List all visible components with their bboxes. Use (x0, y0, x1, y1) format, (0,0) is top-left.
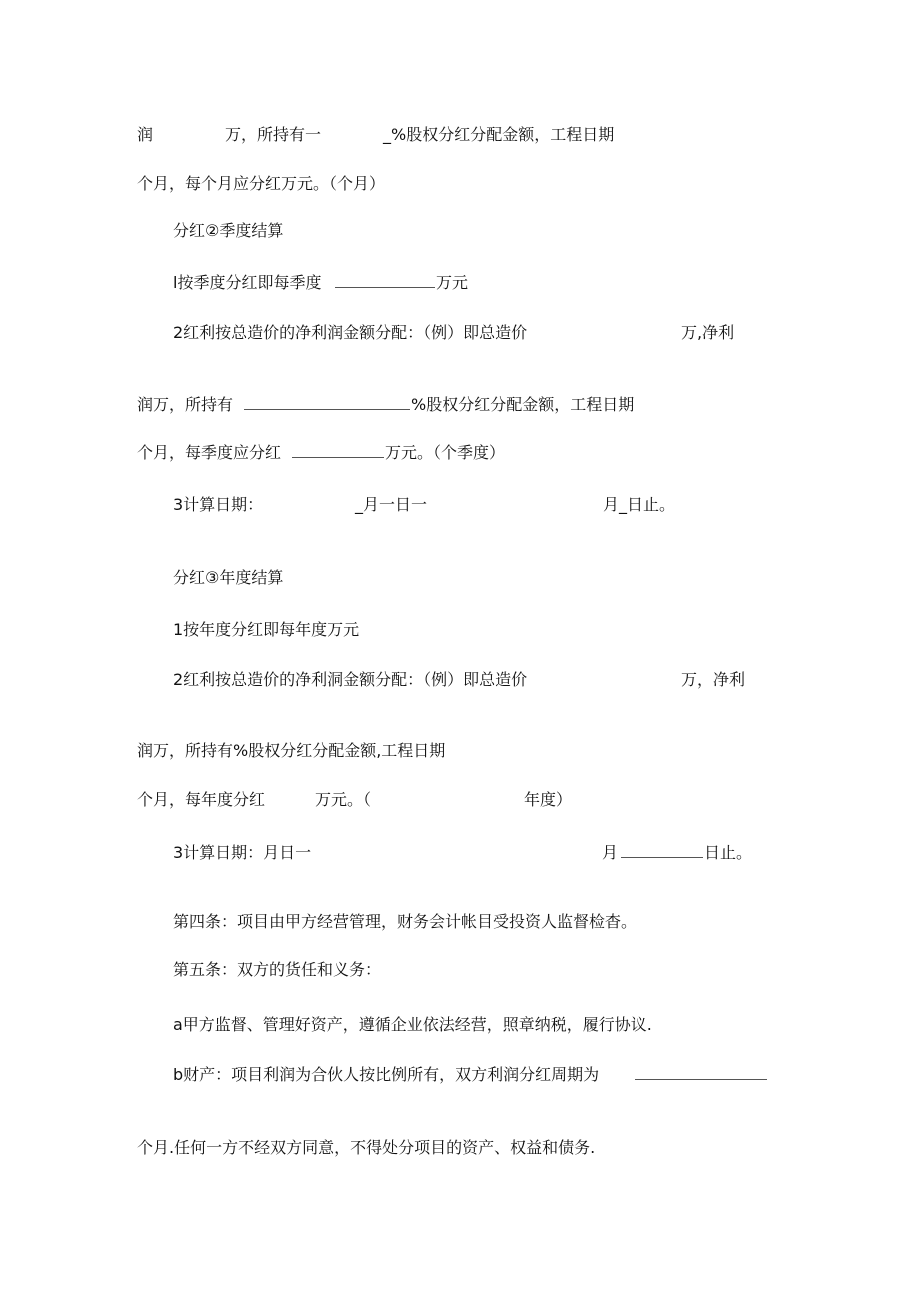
blank-field (335, 287, 435, 288)
blank-field (635, 1079, 767, 1080)
blank-field (621, 857, 703, 858)
text: a甲方监督、管理好资产，遵循企业依法经营，照章纳税，履行协议. (173, 1015, 652, 1034)
text: 个月.任何一方不经双方同意，不得处分项目的资产、权益和债务. (137, 1138, 596, 1157)
text: 2红利按总造价的净利洞金额分配：（例）即总造价 (173, 670, 528, 689)
text: 万元。（个季度） (385, 443, 506, 462)
text: 分红③年度结算 (173, 568, 284, 587)
text: 分红②季度结算 (173, 221, 284, 240)
text: 万元。（ (315, 790, 372, 809)
text: 万,净利 (681, 323, 735, 342)
text: _%股权分红分配金额，工程日期 (383, 125, 615, 144)
text: 个月，每个月应分红万元。（个月） (137, 174, 386, 193)
text: 月 (602, 843, 619, 862)
text: 万，所持有一 (225, 125, 322, 144)
text: l按季度分红即每季度 (173, 273, 322, 292)
text: 日止。 (704, 843, 753, 862)
text: 3计算日期：月日一 (173, 843, 312, 862)
text: 1按年度分红即每年度万元 (173, 620, 360, 639)
text: 万元 (436, 273, 469, 292)
text: 万，净利 (681, 670, 746, 689)
text: %股权分红分配金额，工程日期 (411, 395, 635, 414)
text: 月_日止。 (603, 495, 676, 514)
text: 2红利按总造价的净利润金额分配：（例）即总造价 (173, 323, 528, 342)
text: 个月，每季度应分红 (137, 443, 282, 462)
text: _月一日一 (355, 495, 428, 514)
text: 第四条：项目由甲方经营管理，财务会计帐目受投资人监督检杳。 (173, 912, 638, 931)
text: 3计算日期： (173, 495, 264, 514)
text: 第五条：双方的货任和义务： (173, 960, 382, 979)
text: 润万，所持有%股权分红分配金额,工程日期 (137, 741, 446, 760)
text: 润 (137, 125, 154, 144)
text: b财产：项目利润为合伙人按比例所有，双方利润分红周期为 (173, 1065, 600, 1084)
text: 个月，每年度分红 (137, 790, 266, 809)
text: 年度） (524, 790, 573, 809)
text: 润万，所持有 (137, 395, 234, 414)
blank-field (292, 457, 384, 458)
blank-field (244, 409, 410, 410)
